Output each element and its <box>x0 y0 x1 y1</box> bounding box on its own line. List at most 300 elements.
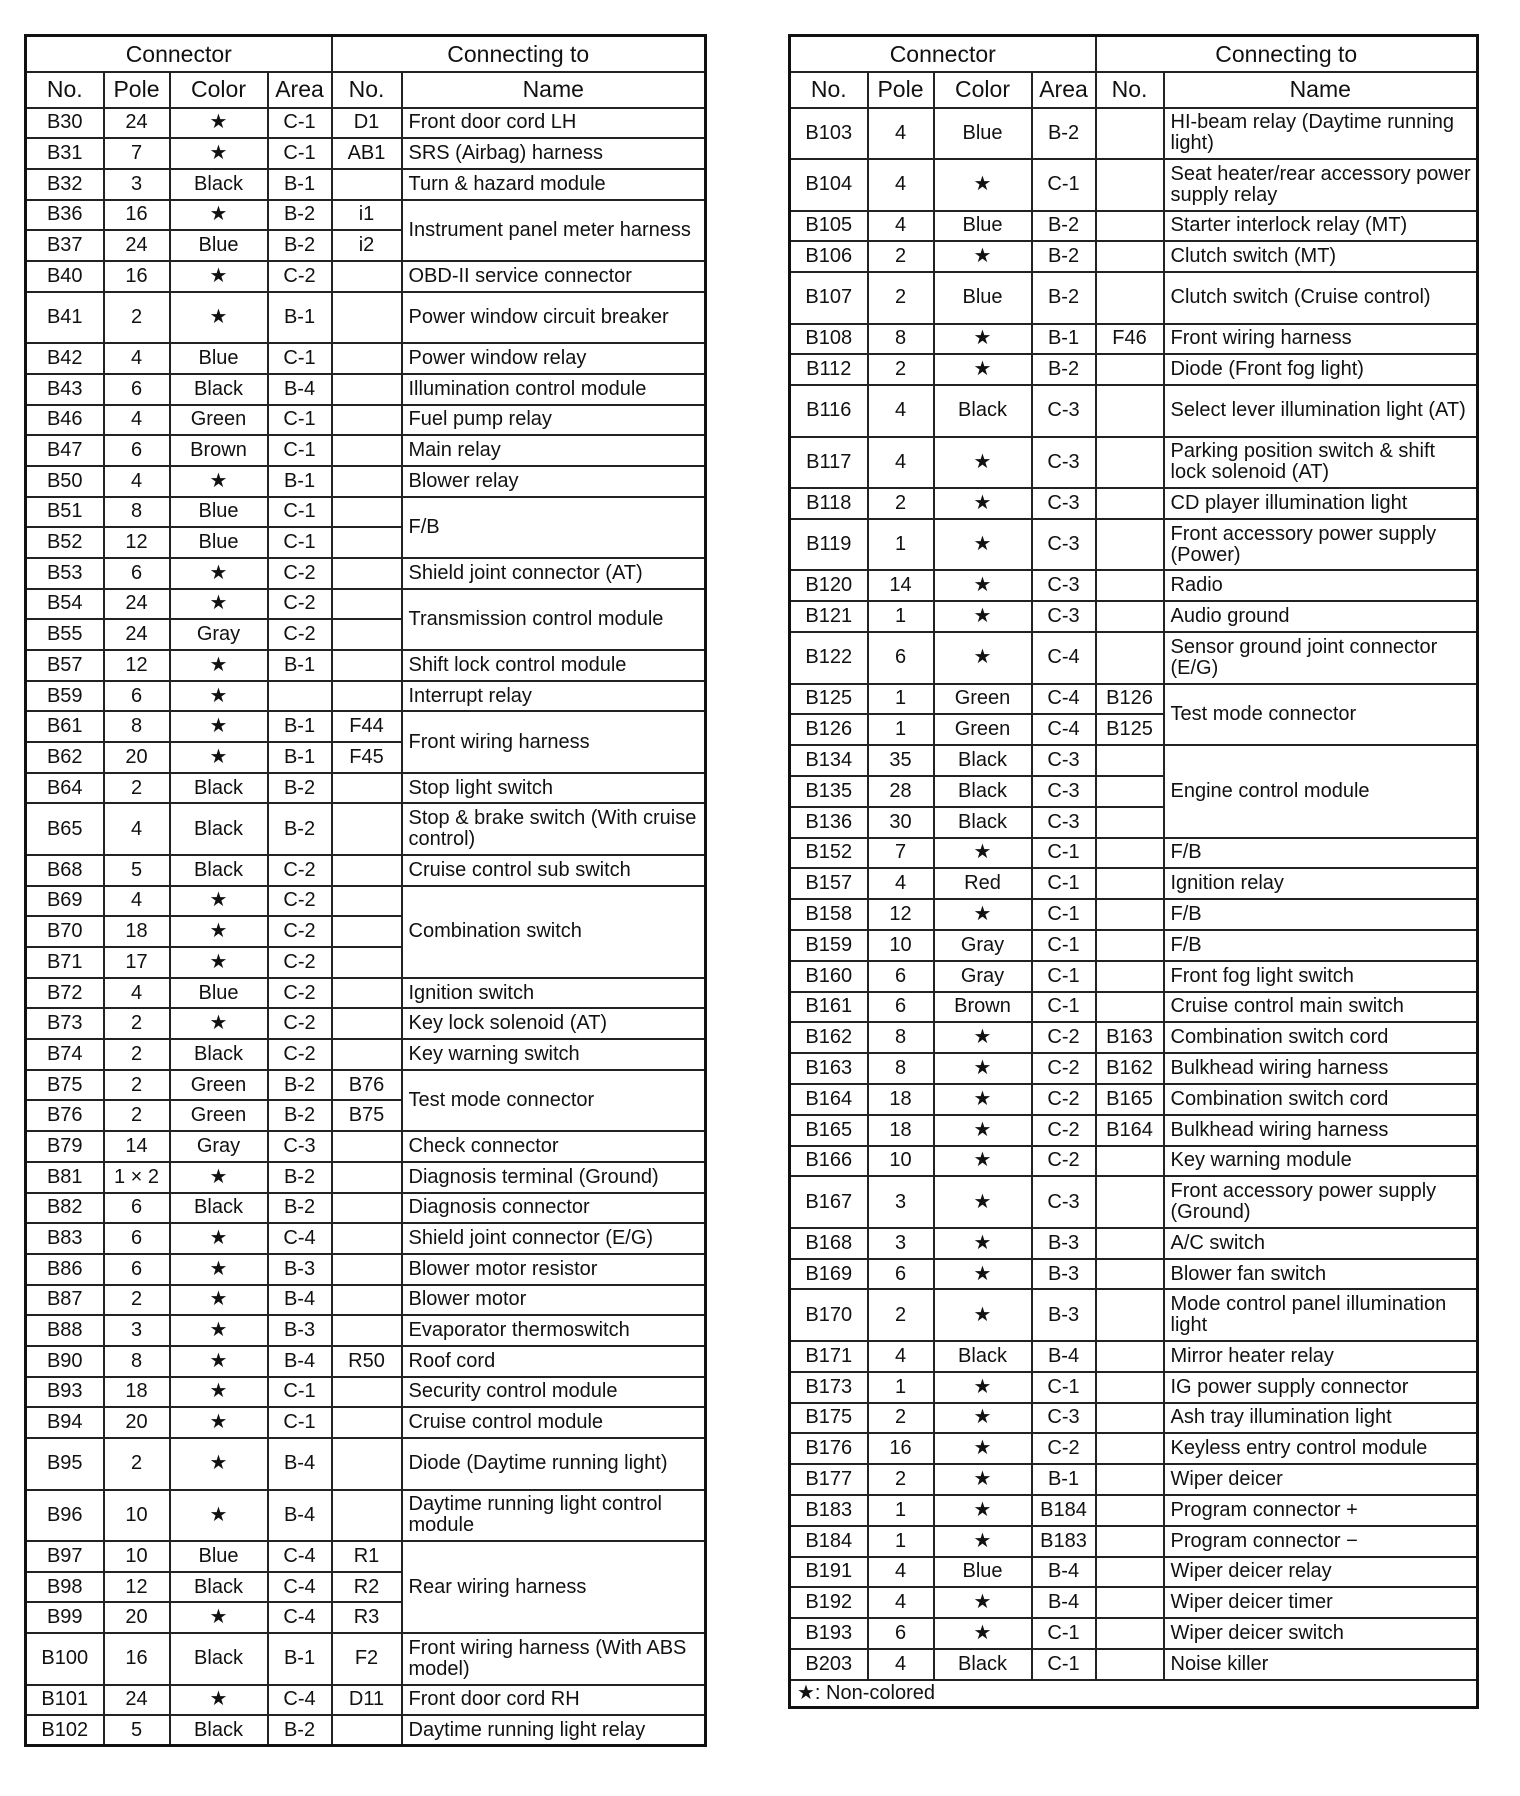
color-cell: Gray <box>934 930 1032 961</box>
table-row <box>790 1289 1478 1341</box>
connecting-name-cell: Bulkhead wiring harness <box>1164 1053 1478 1084</box>
color-cell: ★ <box>170 589 268 620</box>
connecting-no-cell <box>332 947 402 978</box>
pole-cell: 2 <box>868 488 934 519</box>
connecting-no-cell <box>1096 1146 1164 1177</box>
connecting-no-cell <box>1096 1526 1164 1557</box>
table-row <box>790 1464 1478 1495</box>
connecting-no-cell <box>332 1039 402 1070</box>
table-row <box>790 385 1478 437</box>
area-cell: C-2 <box>268 261 332 292</box>
connector-no-cell: B54 <box>26 589 104 620</box>
connector-no-cell: B72 <box>26 978 104 1009</box>
name-column-header: Name <box>402 72 706 108</box>
pole-cell: 3 <box>868 1176 934 1228</box>
pole-cell: 18 <box>104 916 170 947</box>
color-cell: Black <box>934 776 1032 807</box>
connecting-name-cell: Blower motor resistor <box>402 1254 706 1285</box>
area-cell: C-3 <box>1032 519 1096 571</box>
color-cell: Black <box>170 803 268 855</box>
connecting-name-cell: Diagnosis connector <box>402 1193 706 1224</box>
area-cell: B-4 <box>268 1346 332 1377</box>
connector-no-cell: B162 <box>790 1022 868 1053</box>
color-cell: ★ <box>170 1685 268 1716</box>
connecting-no-cell <box>332 1438 402 1490</box>
table-row <box>26 886 706 917</box>
table-row <box>26 374 706 405</box>
connector-no-cell: B36 <box>26 200 104 231</box>
pole-cell: 2 <box>868 1403 934 1434</box>
color-cell: ★ <box>170 1438 268 1490</box>
area-cell: C-1 <box>1032 1372 1096 1403</box>
connector-no-cell: B164 <box>790 1084 868 1115</box>
connecting-name-cell: Front fog light switch <box>1164 961 1478 992</box>
pole-cell: 16 <box>104 200 170 231</box>
area-cell: C-3 <box>1032 437 1096 489</box>
connecting-name-cell: Evaporator thermoswitch <box>402 1315 706 1346</box>
connecting-no-cell <box>332 1131 402 1162</box>
area-cell: C-3 <box>1032 745 1096 776</box>
color-cell: ★ <box>170 1254 268 1285</box>
connector-no-cell: B71 <box>26 947 104 978</box>
area-cell: C-2 <box>268 1008 332 1039</box>
color-cell: Black <box>170 1039 268 1070</box>
area-cell: B-1 <box>268 1633 332 1685</box>
color-cell: ★ <box>170 681 268 712</box>
connecting-name-cell: OBD-II service connector <box>402 261 706 292</box>
connecting-no-cell <box>332 405 402 436</box>
connector-no-cell: B103 <box>790 108 868 160</box>
connecting-name-cell: CD player illumination light <box>1164 488 1478 519</box>
area-cell: C-1 <box>268 1407 332 1438</box>
connecting-name-cell: Key warning module <box>1164 1146 1478 1177</box>
connecting-name-cell: Blower relay <box>402 466 706 497</box>
table-row <box>26 1407 706 1438</box>
connector-no-cell: B75 <box>26 1070 104 1101</box>
connecting-no-cell <box>1096 1341 1164 1372</box>
color-cell: Blue <box>170 497 268 528</box>
table-row <box>790 1495 1478 1526</box>
pole-cell: 2 <box>868 354 934 385</box>
connecting-no-cell <box>332 886 402 917</box>
connecting-name-cell: Fuel pump relay <box>402 405 706 436</box>
connecting-no-cell: B126 <box>1096 684 1164 715</box>
connector-no-cell: B74 <box>26 1039 104 1070</box>
connecting-no-cell <box>332 1254 402 1285</box>
connecting-name-cell: Mode control panel illumination light <box>1164 1289 1478 1341</box>
connecting-no-cell <box>1096 211 1164 242</box>
pole-cell: 2 <box>104 1008 170 1039</box>
connecting-name-cell: Daytime running light relay <box>402 1715 706 1746</box>
area-cell: B-2 <box>268 773 332 804</box>
color-cell: ★ <box>934 1228 1032 1259</box>
pole-cell: 2 <box>104 1039 170 1070</box>
color-cell: Blue <box>934 1557 1032 1588</box>
table-row <box>26 978 706 1009</box>
pole-cell: 10 <box>104 1490 170 1542</box>
color-cell: Brown <box>170 435 268 466</box>
connecting-name-cell: Program connector − <box>1164 1526 1478 1557</box>
connecting-no-cell <box>1096 745 1164 776</box>
table-row <box>26 138 706 169</box>
table-row <box>790 159 1478 211</box>
area-cell: C-2 <box>268 916 332 947</box>
area-cell: C-2 <box>268 886 332 917</box>
pole-cell: 4 <box>868 1587 934 1618</box>
table-row <box>790 1146 1478 1177</box>
table-row <box>790 1433 1478 1464</box>
color-cell: ★ <box>170 1490 268 1542</box>
color-cell: Blue <box>170 1541 268 1572</box>
connecting-no-cell <box>1096 899 1164 930</box>
color-cell: Black <box>170 1633 268 1685</box>
table-row <box>790 1053 1478 1084</box>
connecting-name-cell: Front door cord RH <box>402 1685 706 1716</box>
connecting-no-cell <box>1096 1403 1164 1434</box>
connecting-no-cell: B164 <box>1096 1115 1164 1146</box>
pole-cell: 4 <box>104 405 170 436</box>
color-cell: ★ <box>170 108 268 139</box>
connecting-name-cell: Parking position switch & shift lock solenoid (AT) <box>1164 437 1478 489</box>
table-row <box>790 1557 1478 1588</box>
area-cell: B-4 <box>268 1285 332 1316</box>
color-cell: ★ <box>934 354 1032 385</box>
pole-cell: 4 <box>868 1341 934 1372</box>
pole-cell: 6 <box>868 632 934 684</box>
connecting-no-cell: F45 <box>332 742 402 773</box>
connecting-to-group-header: Connecting to <box>332 36 706 72</box>
pole-cell: 2 <box>868 272 934 324</box>
pole-cell: 4 <box>104 978 170 1009</box>
area-cell: B-1 <box>268 292 332 344</box>
color-cell: ★ <box>934 1372 1032 1403</box>
area-column-header: Area <box>1032 72 1096 108</box>
pole-cell: 8 <box>868 1022 934 1053</box>
connector-no-cell: B81 <box>26 1162 104 1193</box>
area-cell: B-2 <box>1032 354 1096 385</box>
table-row <box>26 681 706 712</box>
to-no-column-header: No. <box>1096 72 1164 108</box>
color-cell: Black <box>170 169 268 200</box>
color-cell: Black <box>170 1193 268 1224</box>
connecting-no-cell <box>332 169 402 200</box>
connector-no-cell: B87 <box>26 1285 104 1316</box>
legend-note: ★: Non-colored <box>790 1680 1478 1708</box>
pole-cell: 4 <box>868 211 934 242</box>
connector-no-cell: B158 <box>790 899 868 930</box>
pole-cell: 12 <box>104 1572 170 1603</box>
connecting-name-cell: Rear wiring harness <box>402 1541 706 1633</box>
pole-cell: 30 <box>868 807 934 838</box>
pole-cell: 8 <box>104 1346 170 1377</box>
connector-no-cell: B107 <box>790 272 868 324</box>
connector-no-cell: B165 <box>790 1115 868 1146</box>
area-cell: C-4 <box>268 1685 332 1716</box>
connecting-no-cell <box>1096 868 1164 899</box>
color-cell: ★ <box>934 1022 1032 1053</box>
connector-no-cell: B68 <box>26 855 104 886</box>
connector-no-cell: B31 <box>26 138 104 169</box>
area-cell: C-2 <box>268 947 332 978</box>
connector-no-cell: B32 <box>26 169 104 200</box>
pole-column-header: Pole <box>868 72 934 108</box>
connector-no-cell: B183 <box>790 1495 868 1526</box>
connecting-name-cell: F/B <box>1164 899 1478 930</box>
color-cell: ★ <box>934 519 1032 571</box>
color-cell: ★ <box>170 200 268 231</box>
pole-cell: 3 <box>104 169 170 200</box>
area-cell: B184 <box>1032 1495 1096 1526</box>
connecting-no-cell: B162 <box>1096 1053 1164 1084</box>
connecting-no-cell <box>1096 519 1164 571</box>
connecting-no-cell <box>1096 1259 1164 1290</box>
connecting-name-cell: Blower fan switch <box>1164 1259 1478 1290</box>
connecting-name-cell: IG power supply connector <box>1164 1372 1478 1403</box>
area-cell: B-2 <box>268 1162 332 1193</box>
table-row <box>26 1346 706 1377</box>
pole-cell: 16 <box>868 1433 934 1464</box>
connecting-no-cell <box>1096 992 1164 1023</box>
connecting-name-cell: Combination switch <box>402 886 706 978</box>
area-cell: C-4 <box>268 1541 332 1572</box>
connector-no-cell: B184 <box>790 1526 868 1557</box>
table-row <box>26 261 706 292</box>
pole-cell: 14 <box>868 570 934 601</box>
connecting-name-cell: Combination switch cord <box>1164 1084 1478 1115</box>
table-row <box>26 200 706 231</box>
color-cell: Black <box>934 1341 1032 1372</box>
table-row <box>790 1022 1478 1053</box>
connecting-name-cell: Key warning switch <box>402 1039 706 1070</box>
connector-table-left <box>24 34 707 1747</box>
area-cell: C-2 <box>268 855 332 886</box>
area-cell: C-3 <box>1032 807 1096 838</box>
connecting-no-cell: i1 <box>332 200 402 231</box>
connecting-no-cell <box>332 558 402 589</box>
pole-cell: 2 <box>868 241 934 272</box>
color-cell: ★ <box>934 1618 1032 1649</box>
table-row <box>26 1633 706 1685</box>
color-cell: ★ <box>934 1464 1032 1495</box>
connecting-name-cell: Program connector + <box>1164 1495 1478 1526</box>
pole-cell: 16 <box>104 261 170 292</box>
pole-cell: 35 <box>868 745 934 776</box>
connecting-name-cell: Instrument panel meter harness <box>402 200 706 261</box>
area-cell: B-1 <box>1032 1464 1096 1495</box>
pole-cell: 10 <box>868 1146 934 1177</box>
table-row <box>790 488 1478 519</box>
pole-cell: 7 <box>868 838 934 869</box>
pole-cell: 8 <box>868 324 934 355</box>
connector-no-cell: B108 <box>790 324 868 355</box>
area-cell: B183 <box>1032 1526 1096 1557</box>
connecting-name-cell: Blower motor <box>402 1285 706 1316</box>
pole-cell: 1 <box>868 1526 934 1557</box>
table-row <box>790 684 1478 715</box>
connector-no-cell: B30 <box>26 108 104 139</box>
area-cell: B-2 <box>268 1193 332 1224</box>
color-cell: ★ <box>934 1176 1032 1228</box>
pole-cell: 20 <box>104 1407 170 1438</box>
table-row <box>26 1070 706 1101</box>
pole-column-header: Pole <box>104 72 170 108</box>
area-cell: C-4 <box>1032 632 1096 684</box>
connector-table-right <box>788 34 1479 1709</box>
connecting-name-cell: Cruise control sub switch <box>402 855 706 886</box>
connecting-no-cell: R2 <box>332 1572 402 1603</box>
connector-no-cell: B43 <box>26 374 104 405</box>
area-cell: C-4 <box>1032 714 1096 745</box>
connecting-no-cell <box>1096 1649 1164 1680</box>
table-row <box>790 1372 1478 1403</box>
color-cell: Blue <box>170 230 268 261</box>
connecting-name-cell: Mirror heater relay <box>1164 1341 1478 1372</box>
connector-no-cell: B120 <box>790 570 868 601</box>
connecting-name-cell: Front door cord LH <box>402 108 706 139</box>
connecting-name-cell: Seat heater/rear accessory power supply relay <box>1164 159 1478 211</box>
connector-no-cell: B53 <box>26 558 104 589</box>
pole-cell: 4 <box>104 466 170 497</box>
pole-cell: 8 <box>104 711 170 742</box>
table-row <box>26 405 706 436</box>
area-cell: B-3 <box>268 1315 332 1346</box>
color-cell: Gray <box>934 961 1032 992</box>
connector-no-cell: B90 <box>26 1346 104 1377</box>
connector-no-cell: B105 <box>790 211 868 242</box>
connecting-no-cell <box>332 1223 402 1254</box>
table-row <box>790 211 1478 242</box>
connector-no-cell: B64 <box>26 773 104 804</box>
color-cell: ★ <box>170 1162 268 1193</box>
area-cell: C-4 <box>268 1572 332 1603</box>
connector-no-cell: B193 <box>790 1618 868 1649</box>
connector-no-cell: B51 <box>26 497 104 528</box>
connecting-no-cell <box>1096 601 1164 632</box>
connecting-name-cell: F/B <box>1164 838 1478 869</box>
connecting-no-cell <box>1096 961 1164 992</box>
area-cell: C-1 <box>1032 899 1096 930</box>
table-row <box>26 1541 706 1572</box>
connecting-no-cell <box>1096 1289 1164 1341</box>
connector-no-cell: B167 <box>790 1176 868 1228</box>
color-cell: ★ <box>170 742 268 773</box>
color-cell: ★ <box>934 1289 1032 1341</box>
area-cell: C-2 <box>268 978 332 1009</box>
color-cell: ★ <box>170 1315 268 1346</box>
connecting-no-cell <box>1096 354 1164 385</box>
connector-no-cell: B122 <box>790 632 868 684</box>
pole-cell: 24 <box>104 1685 170 1716</box>
pole-cell: 4 <box>104 343 170 374</box>
table-row <box>790 1587 1478 1618</box>
color-cell: Green <box>170 1100 268 1131</box>
color-cell: ★ <box>170 711 268 742</box>
connecting-name-cell: Stop light switch <box>402 773 706 804</box>
area-cell: C-2 <box>1032 1084 1096 1115</box>
area-cell: B-2 <box>1032 108 1096 160</box>
color-cell: ★ <box>170 1008 268 1039</box>
area-cell: C-4 <box>268 1602 332 1633</box>
connecting-name-cell: F/B <box>1164 930 1478 961</box>
color-cell: ★ <box>934 159 1032 211</box>
area-cell: C-1 <box>1032 961 1096 992</box>
pole-cell: 8 <box>868 1053 934 1084</box>
pole-cell: 4 <box>104 886 170 917</box>
connecting-name-cell: Clutch switch (MT) <box>1164 241 1478 272</box>
connector-no-cell: B100 <box>26 1633 104 1685</box>
no-column-header: No. <box>790 72 868 108</box>
table-row <box>26 1254 706 1285</box>
color-cell: Blue <box>170 343 268 374</box>
area-cell: C-3 <box>1032 385 1096 437</box>
connecting-name-cell: Power window circuit breaker <box>402 292 706 344</box>
connecting-no-cell <box>332 466 402 497</box>
color-cell: ★ <box>934 838 1032 869</box>
pole-cell: 4 <box>868 159 934 211</box>
area-cell <box>268 681 332 712</box>
connector-no-cell: B93 <box>26 1377 104 1408</box>
color-cell: ★ <box>934 241 1032 272</box>
connecting-no-cell <box>1096 776 1164 807</box>
color-cell: ★ <box>934 1084 1032 1115</box>
area-cell: B-4 <box>268 1490 332 1542</box>
connecting-name-cell: Cruise control main switch <box>1164 992 1478 1023</box>
pole-cell: 4 <box>868 437 934 489</box>
connecting-no-cell <box>332 292 402 344</box>
color-cell: ★ <box>934 1587 1032 1618</box>
pole-cell: 12 <box>104 527 170 558</box>
table-row <box>790 1228 1478 1259</box>
pole-cell: 8 <box>104 497 170 528</box>
area-cell: C-1 <box>1032 930 1096 961</box>
connector-no-cell: B161 <box>790 992 868 1023</box>
connecting-no-cell <box>1096 108 1164 160</box>
table-row <box>26 650 706 681</box>
connecting-no-cell <box>1096 807 1164 838</box>
table-row <box>26 711 706 742</box>
area-cell: C-1 <box>1032 992 1096 1023</box>
table-row <box>26 466 706 497</box>
table-row <box>790 899 1478 930</box>
color-cell: ★ <box>934 601 1032 632</box>
connecting-no-cell: B76 <box>332 1070 402 1101</box>
connector-group-header: Connector <box>26 36 332 72</box>
pole-cell: 1 <box>868 519 934 571</box>
color-cell: Black <box>934 1649 1032 1680</box>
color-cell: ★ <box>170 558 268 589</box>
pole-cell: 1 <box>868 714 934 745</box>
color-cell: ★ <box>934 632 1032 684</box>
color-cell: Gray <box>170 1131 268 1162</box>
connector-no-cell: B160 <box>790 961 868 992</box>
color-cell: ★ <box>170 947 268 978</box>
color-cell: ★ <box>170 1602 268 1633</box>
connector-no-cell: B40 <box>26 261 104 292</box>
connecting-name-cell: Front accessory power supply (Ground) <box>1164 1176 1478 1228</box>
pole-cell: 12 <box>104 650 170 681</box>
connecting-name-cell: Stop & brake switch (With cruise control) <box>402 803 706 855</box>
connecting-name-cell: Main relay <box>402 435 706 466</box>
area-cell: B-2 <box>268 1070 332 1101</box>
connecting-name-cell: Clutch switch (Cruise control) <box>1164 272 1478 324</box>
connecting-name-cell: Engine control module <box>1164 745 1478 837</box>
connecting-no-cell <box>332 261 402 292</box>
connecting-no-cell <box>1096 570 1164 601</box>
table-row <box>790 241 1478 272</box>
color-cell: Green <box>934 714 1032 745</box>
connector-no-cell: B102 <box>26 1715 104 1746</box>
connector-no-cell: B46 <box>26 405 104 436</box>
